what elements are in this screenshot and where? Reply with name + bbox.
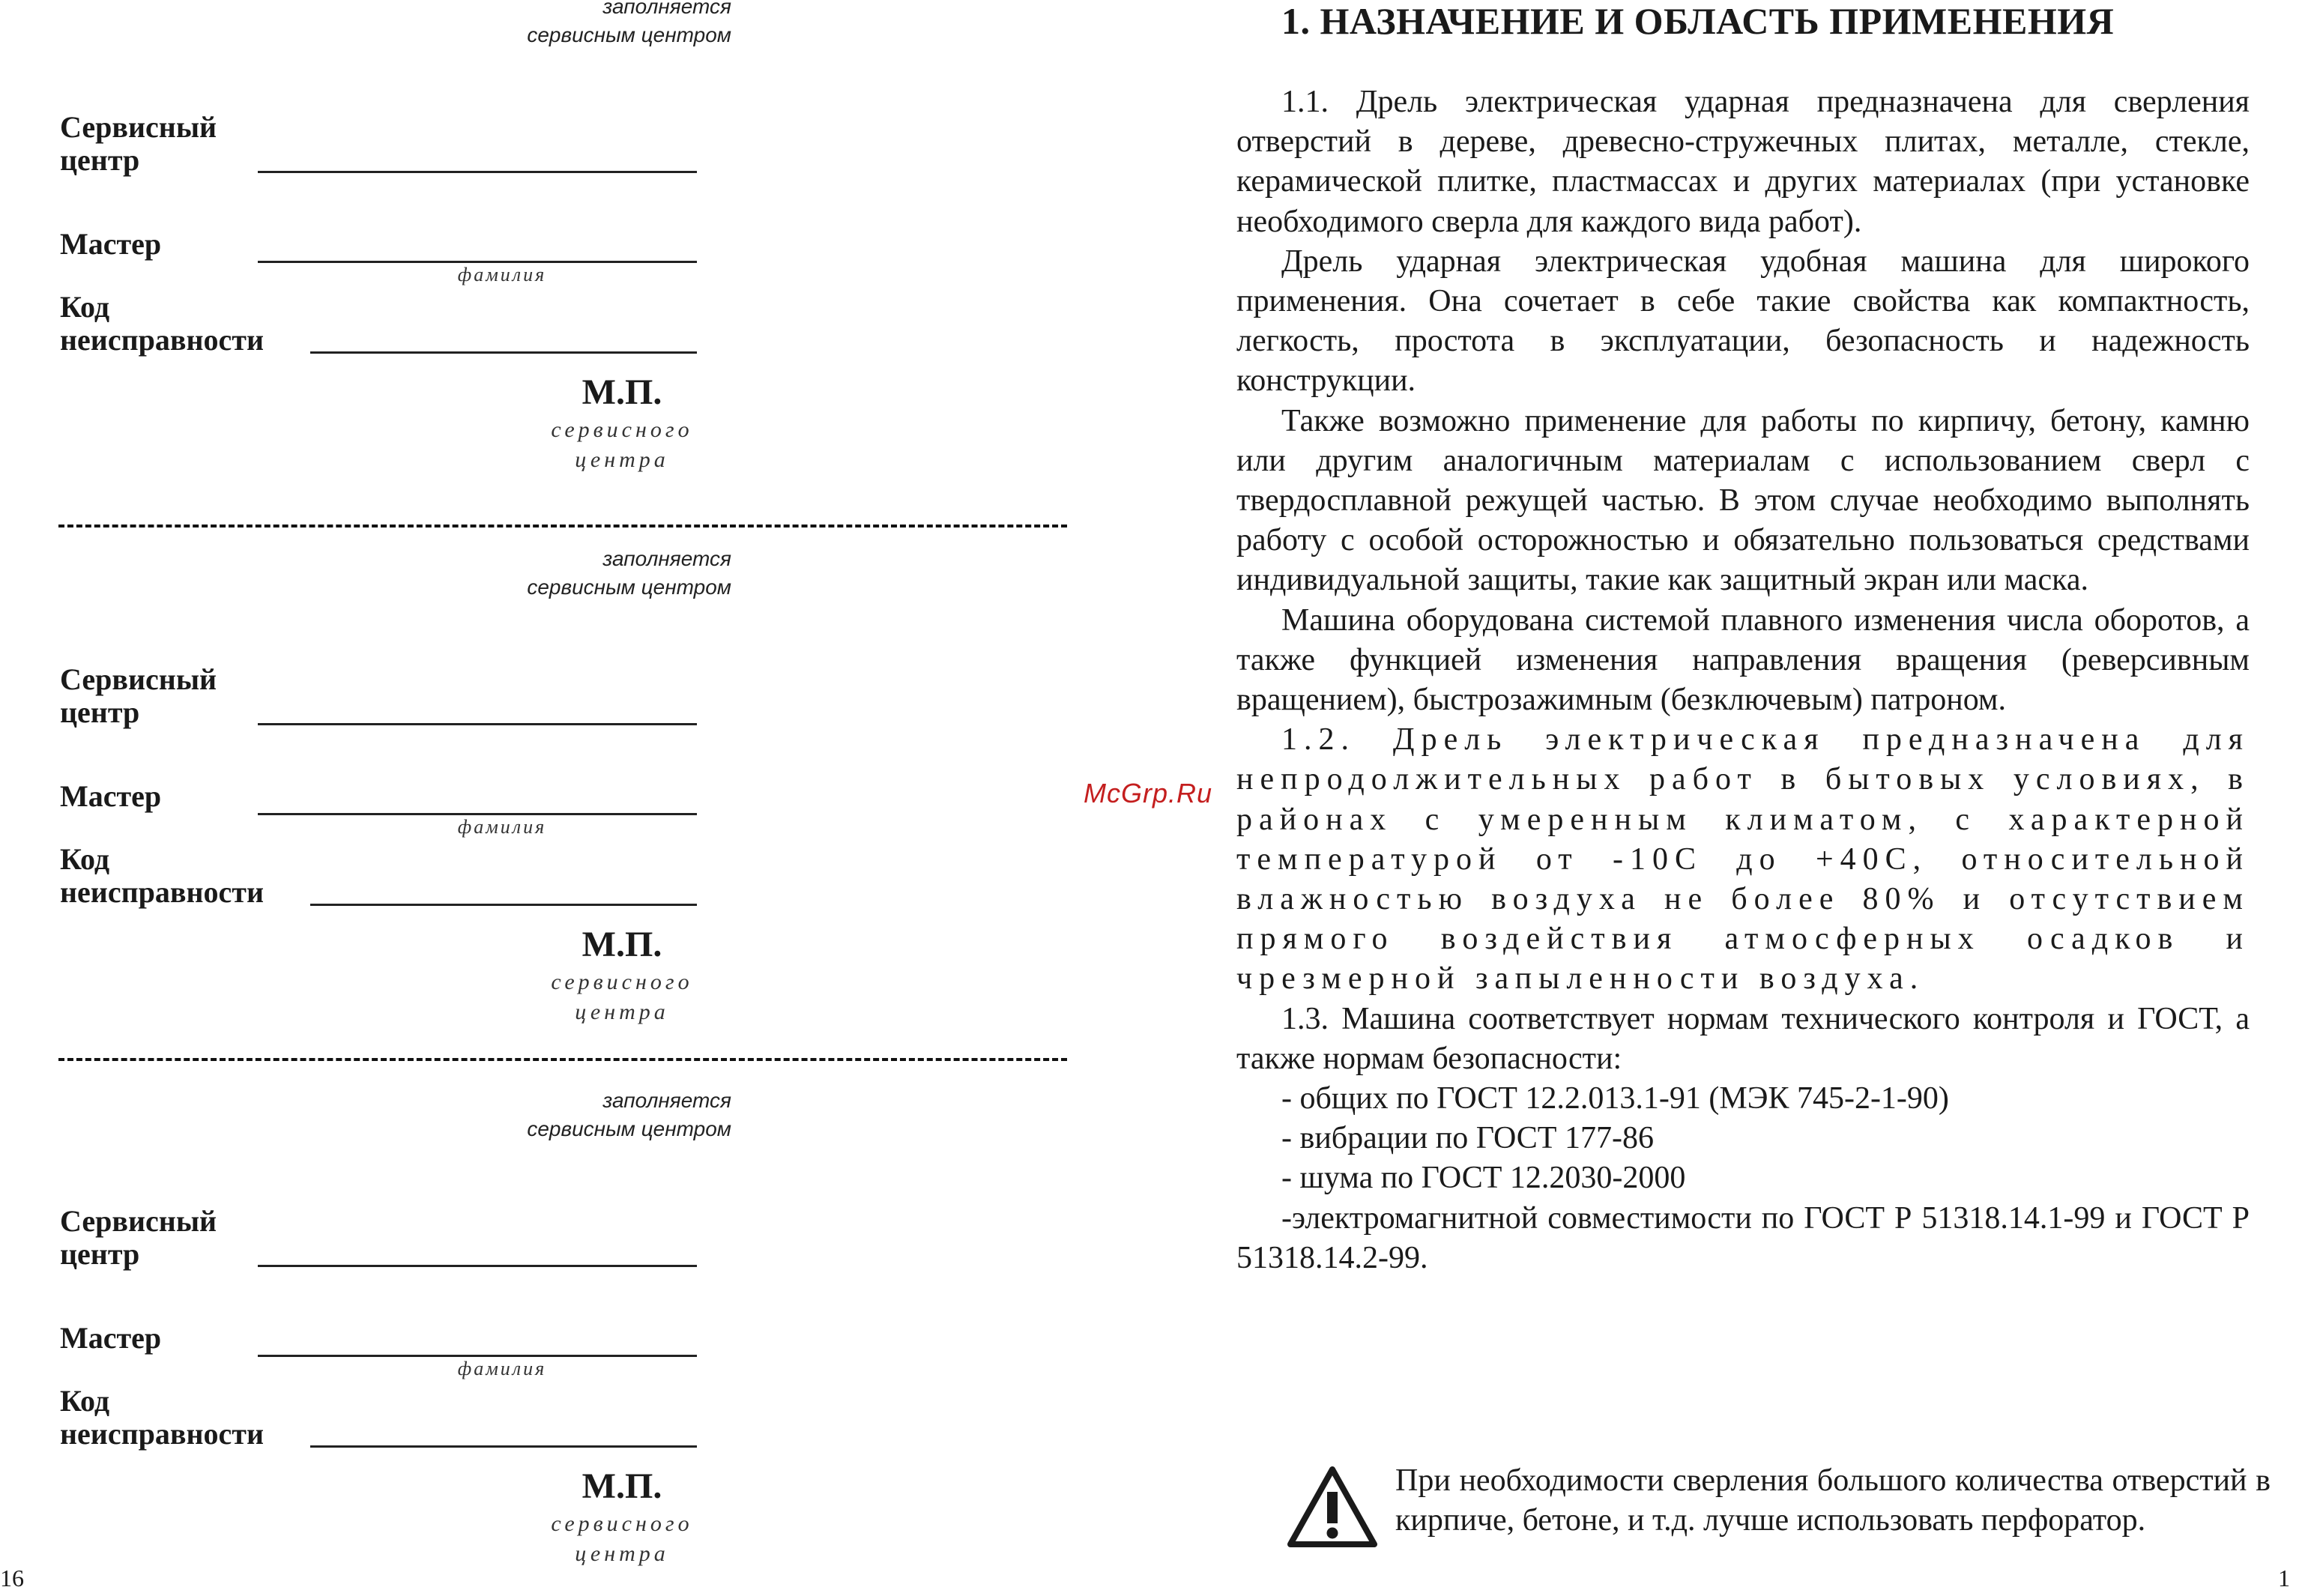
service-center-label: Сервисный центр xyxy=(60,662,217,729)
body-text xyxy=(1236,82,2250,1278)
service-center-line[interactable] xyxy=(258,1265,697,1267)
paragraph-1-3: 1.3. Машина соответствует нормам технического контроля и ГОСТ, а также нормам безопасности: xyxy=(1236,1001,2250,1076)
left-page xyxy=(0,0,1072,1592)
warning-triangle-icon xyxy=(1286,1465,1379,1549)
surname-caption: фамилия xyxy=(457,816,547,838)
standard-noise: - шума по ГОСТ 12.2030-2000 xyxy=(1281,1161,1686,1196)
stamp-caption: сервисного центра xyxy=(551,1511,693,1566)
service-coupon-2 xyxy=(0,530,1072,1054)
paragraph-masonry: Также возможно применение для работы по кирпичу, бетону, камню или другим аналогичным материалам с использованием сверл с твердосплавной режущей частью. В этом случае необходимо выполнять работу с особой осторожностью и обязательно пользоваться средствами индивидуальной защиты, такие как защитный экран или маска. xyxy=(1236,403,2250,598)
surname-caption: фамилия xyxy=(457,264,547,285)
stamp-title: М.П. xyxy=(581,372,662,412)
defect-code-line[interactable] xyxy=(310,1445,697,1448)
surname-caption: фамилия xyxy=(457,1358,547,1379)
stamp-caption: сервисного центра xyxy=(551,970,693,1024)
service-coupon-3 xyxy=(0,1071,1072,1596)
cut-line xyxy=(58,525,1067,528)
service-center-line[interactable] xyxy=(258,723,697,725)
right-page xyxy=(1229,0,2308,1592)
master-line[interactable] xyxy=(258,1355,697,1357)
master-label: Мастер xyxy=(60,779,162,813)
defect-code-label: Код неисправности xyxy=(60,842,264,909)
master-label: Мастер xyxy=(60,1321,162,1355)
defect-code-line[interactable] xyxy=(310,351,697,354)
standard-general: - общих по ГОСТ 12.2.013.1-91 (МЭК 745-2-1-90) xyxy=(1281,1081,1949,1116)
paragraph-features: Машина оборудована системой плавного изменения числа оборотов, а также функцией изменения направления вращения (реверсивным вращением), быстрозажимным (безключевым) патроном. xyxy=(1236,602,2250,718)
coupon-note: заполняется сервисным центром xyxy=(527,547,731,599)
page-number-right: 1 xyxy=(2278,1565,2290,1592)
paragraph-description: Дрель ударная электрическая удобная машина для широкого применения. Она сочетает в себе такие свойства как компактность, легкость, простота в эксплуатации, безопасность и надежность конструкции. xyxy=(1236,244,2250,399)
paragraph-1-2: 1.2. Дрель электрическая предназначена для непродолжительных работ в бытовых условиях, в районах с умеренным климатом, с характерной температурой от -10С до +40С, относительной влажностью воздуха не более 80% и отсутствием прямого воздействия атмосферных осадков и чрезмерной запыленности воздуха. xyxy=(1236,722,2250,997)
master-line[interactable] xyxy=(258,813,697,815)
coupon-note: заполняется сервисным центром xyxy=(527,0,731,46)
standard-vibration: - вибрации по ГОСТ 177-86 xyxy=(1281,1121,1654,1156)
stamp-caption: сервисного центра xyxy=(551,417,693,472)
cut-line xyxy=(58,1058,1067,1061)
master-line[interactable] xyxy=(258,261,697,263)
coupon-note: заполняется сервисным центром xyxy=(527,1089,731,1140)
stamp-title: М.П. xyxy=(581,925,662,964)
service-center-line[interactable] xyxy=(258,171,697,173)
paragraph-1-1: 1.1. Дрель электрическая ударная предназначена для сверления отверстий в дереве, древесно-стружечных плитах, металле, стекле, керамической плитке, пластмассах и других материалах (при установке необходимого сверла для каждого вида работ). xyxy=(1236,85,2250,239)
warning-text: При необходимости сверления большого количества отверстий в кирпиче, бетоне, и т.д. лучше использовать перфоратор. xyxy=(1395,1463,2271,1538)
defect-code-label: Код неисправности xyxy=(60,290,264,357)
service-coupon-1 xyxy=(0,0,1072,502)
watermark: McGrp.Ru xyxy=(1084,778,1213,808)
master-label: Мастер xyxy=(60,227,162,261)
standard-emc: -электромагнитной совместимости по ГОСТ Р 51318.14.1-99 и ГОСТ Р 51318.14.2-99. xyxy=(1236,1200,2250,1275)
page-number-left: 16 xyxy=(0,1565,24,1592)
service-center-label: Сервисный центр xyxy=(60,1204,217,1271)
defect-code-label: Код неисправности xyxy=(60,1384,264,1451)
section-heading: 1. НАЗНАЧЕНИЕ И ОБЛАСТЬ ПРИМЕНЕНИЯ xyxy=(1281,0,2115,42)
stamp-title: М.П. xyxy=(581,1466,662,1506)
service-center-label: Сервисный центр xyxy=(60,110,217,177)
defect-code-line[interactable] xyxy=(310,904,697,906)
